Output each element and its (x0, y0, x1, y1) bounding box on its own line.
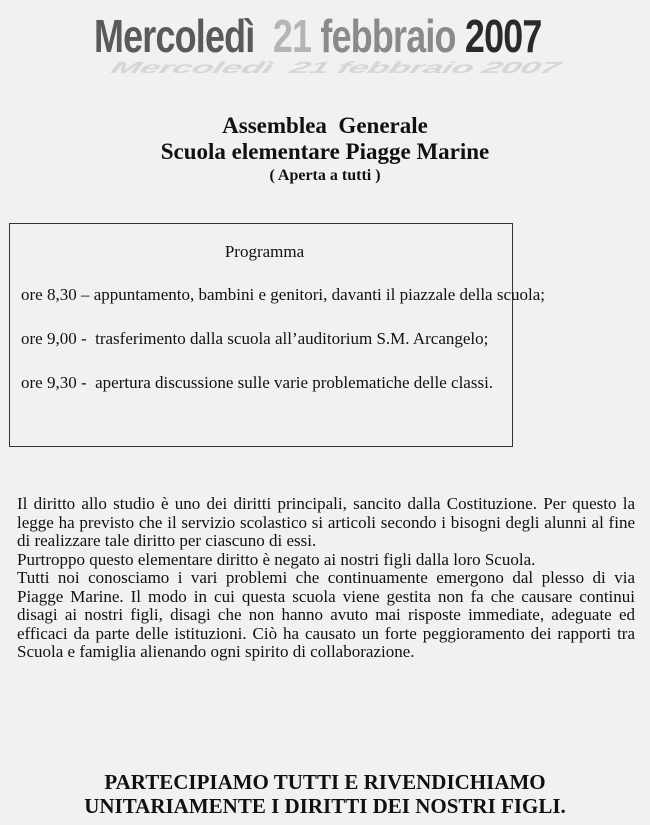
banner-month: febbraio (320, 10, 456, 62)
open-to-all-note: ( Aperta a tutti ) (269, 167, 381, 184)
banner-day: 21 (272, 10, 312, 62)
date-banner (0, 0, 650, 80)
closing-line-1: PARTECIPIAMO TUTTI E RIVENDICHIAMO (104, 770, 546, 794)
closing-line-2: UNITARIAMENTE I DIRITTI DEI NOSTRI FIGLI. (84, 794, 566, 818)
program-box (9, 223, 545, 447)
body-paragraph: Tutti noi conosciamo i vari problemi che continuamente emergono dal plesso di via Piagge Marine. Il modo in cui questa scuola viene gestita non fa che causare continui disagi ai nostri figli, disagi che non hanno avuto mai risposte immediate, adeguate ed efficaci da parte delle istituzioni. Ciò ha causato un forte peggioramento dei rapporti tra Scuola e famiglia alienando ogni spirito di collaborazione. (17, 568, 635, 661)
program-heading: Programma (224, 242, 305, 261)
body-paragraph: Il diritto allo studio è uno dei diritti principali, sancito dalla Costituzione. Per questo la legge ha previsto che il servizio scolastico si articoli secondo i bisogni degli alunni al fine di realizzare tale diritto per ciascuno di essi. (17, 494, 635, 550)
program-item: ore 9,30 - apertura discussione sulle varie problematiche delle classi. (21, 373, 494, 392)
banner-weekday-shadow: Mercoledì (105, 58, 280, 77)
banner-year-shadow: 2007 (475, 58, 567, 77)
program-item: ore 9,00 - trasferimento dalla scuola all’auditorium S.M. Arcangelo; (21, 329, 489, 348)
assembly-title: Assemblea Generale (222, 113, 428, 138)
banner-month-shadow: febbraio (331, 58, 481, 77)
program-item: ore 8,30 – appuntamento, bambini e genitori, davanti il piazzale della scuola; (21, 285, 545, 304)
banner-weekday: Mercoledì (94, 10, 255, 62)
banner-year: 2007 (464, 10, 542, 62)
body-text (17, 495, 635, 662)
school-name: Scuola elementare Piagge Marine (160, 139, 490, 164)
date-heading (94, 6, 542, 66)
body-paragraph: Purtroppo questo elementare diritto è negato ai nostri figli dalla loro Scuola. (17, 549, 536, 569)
banner-day-shadow: 21 (283, 58, 337, 77)
